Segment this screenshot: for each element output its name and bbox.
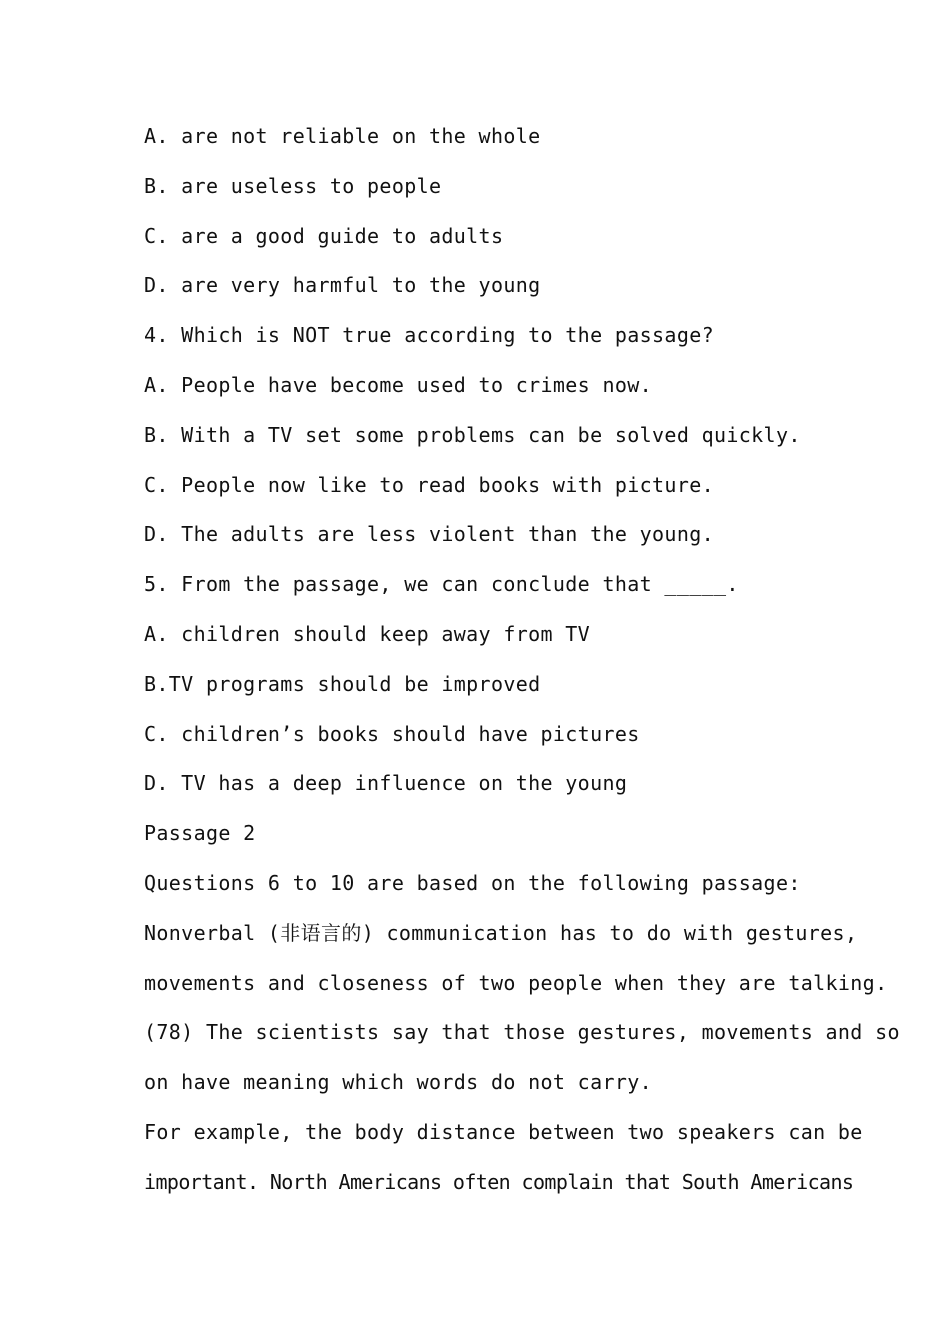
passage-heading: Passage 2 xyxy=(144,821,256,846)
option-5b: B.TV programs should be improved xyxy=(144,671,541,696)
passage-text-line: (78) The scientists say that those gestures, movements and so xyxy=(144,1020,900,1045)
option-3c: C. are a good guide to adults xyxy=(144,223,504,248)
option-3d: D. are very harmful to the young xyxy=(144,273,541,298)
question-5: 5. From the passage, we can conclude that _____. xyxy=(144,572,739,597)
question-4: 4. Which is NOT true according to the passage? xyxy=(144,323,714,348)
option-4a: A. People have become used to crimes now. xyxy=(144,372,653,397)
passage-text-line: on have meaning which words do not carry. xyxy=(144,1070,653,1095)
option-3b: B. are useless to people xyxy=(144,173,442,198)
option-5a: A. children should keep away from TV xyxy=(144,621,591,646)
passage-text-line: Nonverbal (非语言的) communication has to do with gestures, xyxy=(144,920,858,945)
passage-text-line: movements and closeness of two people when they are talking. xyxy=(144,970,888,995)
option-5d: D. TV has a deep influence on the young xyxy=(144,771,628,796)
passage-text-line: important. North Americans often complain that South Americans xyxy=(144,1169,854,1194)
option-4d: D. The adults are less violent than the young. xyxy=(144,522,714,547)
passage-text-line: For example, the body distance between two speakers can be xyxy=(144,1119,863,1144)
option-4b: B. With a TV set some problems can be solved quickly. xyxy=(144,422,801,447)
option-3a: A. are not reliable on the whole xyxy=(144,124,541,148)
passage-instructions: Questions 6 to 10 are based on the following passage: xyxy=(144,870,801,895)
option-4c: C. People now like to read books with picture. xyxy=(144,472,714,497)
option-5c: C. children’s books should have pictures xyxy=(144,721,640,746)
document-page xyxy=(144,112,900,1208)
